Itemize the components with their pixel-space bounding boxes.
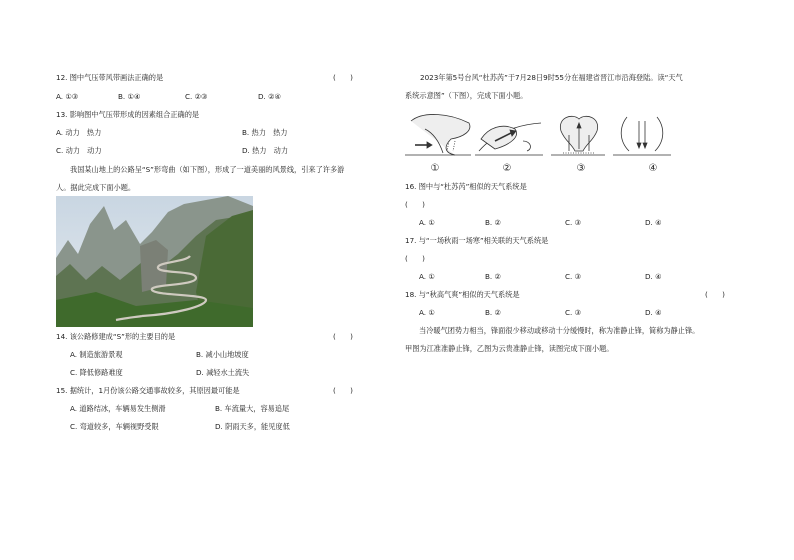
weather-system-diagram xyxy=(403,111,675,175)
q16-option-a: A. ① xyxy=(419,218,435,227)
q17-answer-bracket[interactable]: ( ) xyxy=(405,254,425,263)
q18-option-c: C. ③ xyxy=(565,308,582,317)
diagram-label-2: ② xyxy=(502,163,512,174)
warm-front-diagram xyxy=(475,123,543,155)
q14-option-c: C. 降低修路难度 xyxy=(70,368,123,377)
q13-option-d: D. 热力 动力 xyxy=(242,146,289,155)
q15-option-a: A. 道路结冰，车辆易发生侧滑 xyxy=(70,404,166,413)
anticyclone-diagram xyxy=(613,117,671,155)
q17-option-d: D. ④ xyxy=(645,272,662,281)
q16-answer-bracket[interactable]: ( ) xyxy=(405,200,425,209)
passage-intro-line1: 我国某山地上的公路呈“S”形弯曲（如下图），形成了一道美丽的风景线，引来了许多游 xyxy=(70,165,345,174)
q13-option-c: C. 动力 动力 xyxy=(56,146,102,155)
cold-front-diagram xyxy=(405,114,471,155)
q12-answer-bracket[interactable]: ( ) xyxy=(333,73,353,82)
q17-stem: 17. 与“一场秋雨一场寒”相关联的天气系统是 xyxy=(405,236,549,245)
q15-answer-bracket[interactable]: ( ) xyxy=(333,386,353,395)
q18-option-b: B. ② xyxy=(485,308,501,317)
diagram-label-3: ③ xyxy=(576,163,586,174)
q17-option-b: B. ② xyxy=(485,272,501,281)
q17-option-c: C. ③ xyxy=(565,272,582,281)
q17-option-a: A. ① xyxy=(419,272,435,281)
passage-intro-line2: 人。据此完成下面小题。 xyxy=(56,183,136,192)
cyclone-diagram xyxy=(551,116,605,155)
q12-option-d: D. ②④ xyxy=(258,92,281,101)
q16-stem: 16. 图中与“杜苏芮”相似的天气系统是 xyxy=(405,182,527,191)
typhoon-intro-line2: 系统示意图”（下图），完成下面小题。 xyxy=(405,91,528,100)
front-intro-line2: 甲图为江准准静止锋，乙图为云贵准静止锋，读图完成下面小题。 xyxy=(405,344,614,353)
diagram-label-4: ④ xyxy=(648,163,658,174)
front-intro-line1: 当冷暖气团势力相当，锋面很少移动或移动十分缓慢时，称为准静止锋，简称为静止锋。 xyxy=(419,326,700,335)
q13-option-a: A. 动力 热力 xyxy=(56,128,102,137)
q15-stem: 15. 据统计，1月份该公路交通事故较多，其原因最可能是 xyxy=(56,386,240,395)
q14-option-a: A. 制造旅游景观 xyxy=(70,350,123,359)
q16-option-c: C. ③ xyxy=(565,218,582,227)
q12-stem: 12. 图中气压带风带画法正确的是 xyxy=(56,73,164,82)
q14-stem: 14. 该公路修建成“S”形的主要目的是 xyxy=(56,332,176,341)
q12-option-b: B. ①④ xyxy=(118,92,141,101)
q12-option-a: A. ①③ xyxy=(56,92,79,101)
q15-option-b: B. 车流量大，容易追尾 xyxy=(215,404,290,413)
q14-option-b: B. 减小山地坡度 xyxy=(196,350,249,359)
q18-option-d: D. ④ xyxy=(645,308,662,317)
q12-option-c: C. ②③ xyxy=(185,92,208,101)
q18-option-a: A. ① xyxy=(419,308,435,317)
q16-option-d: D. ④ xyxy=(645,218,662,227)
q15-option-c: C. 弯道较多，车辆视野受限 xyxy=(70,422,159,431)
q14-answer-bracket[interactable]: ( ) xyxy=(333,332,353,341)
q14-option-d: D. 减轻水土流失 xyxy=(196,368,250,377)
q13-stem: 13. 影响图中气压带形成的因素组合正确的是 xyxy=(56,110,200,119)
q15-option-d: D. 阴雨天多，能见度低 xyxy=(215,422,290,431)
mountain-road-photo xyxy=(56,196,253,327)
q18-answer-bracket[interactable]: ( ) xyxy=(705,290,725,299)
q16-option-b: B. ② xyxy=(485,218,501,227)
q18-stem: 18. 与“秋高气爽”相似的天气系统是 xyxy=(405,290,520,299)
q13-option-b: B. 热力 热力 xyxy=(242,128,288,137)
typhoon-intro-line1: 2023年第5号台风“杜苏芮”于7月28日9时55分在福建省晋江市沿海登陆。读“天气 xyxy=(420,73,683,82)
diagram-label-1: ① xyxy=(430,163,440,174)
